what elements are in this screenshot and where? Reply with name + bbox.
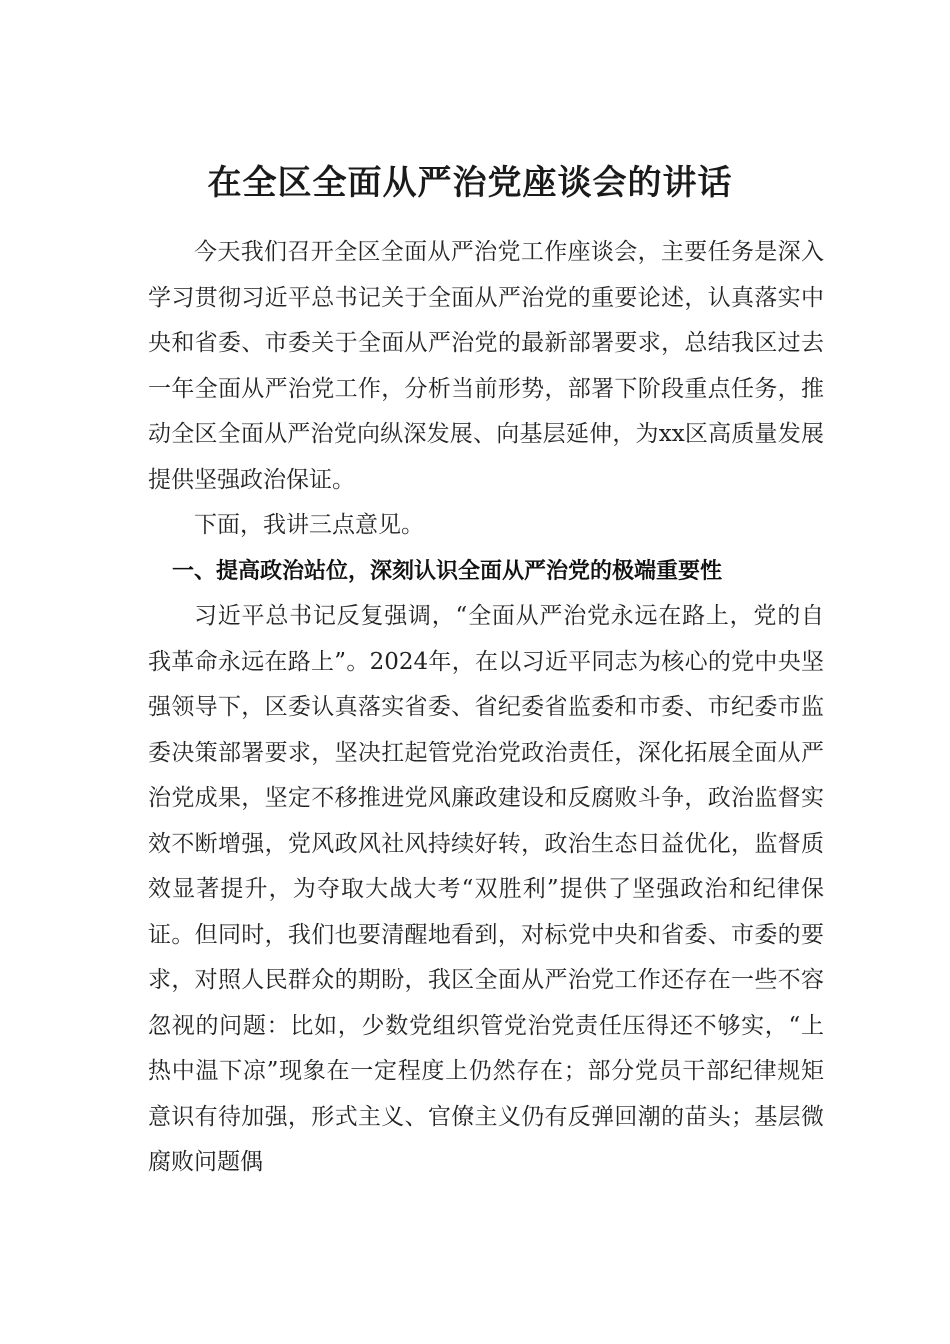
transition-paragraph: 下面，我讲三点意见。: [194, 512, 424, 538]
document-title: 在全区全面从严治党座谈会的讲话: [207, 162, 733, 203]
section-heading: 一、提高政治站位，深刻认识全面从严治党的极端重要性: [172, 558, 723, 584]
section-paragraph: 习近平总书记反复强调，“全面从严治党永远在路上，党的自我革命永远在路上”。2024年，在以习近平同志为核心的党中央坚强领导下，区委认真落实省委、省纪委省监委和市委、市纪委市监委决策部署要求，坚决扛起管党治党政治责任，深化拓展全面从严治党成果，坚定不移推进党风廉政建设和反腐败斗争，政治监督实效不断增强，党风政风社风持续好转，政治生态日益优化，监督质效显著提升，为夺取大战大考“双胜利”提供了坚强政治和纪律保证。但同时，我们也要清醒地看到，对标党中央和省委、市委的要求，对照人民群众的期盼，我区全面从严治党工作还存在一些不容忽视的问题：比如，少数党组织管党治党责任压得还不够实，“上热中温下凉”现象在一定程度上仍然存在；部分党员干部纪律规矩意识有待加强，形式主义、官僚主义仍有反弹回潮的苗头；基层微腐败问题偶: [148, 603, 824, 1175]
document-body: [148, 230, 824, 1186]
intro-paragraph: 今天我们召开全区全面从严治党工作座谈会，主要任务是深入学习贯彻习近平总书记关于全面从严治党的重要论述，认真落实中央和省委、市委关于全面从严治党的最新部署要求，总结我区过去一年全面从严治党工作，分析当前形势，部署下阶段重点任务，推动全区全面从严治党向纵深发展、向基层延伸，为xx区高质量发展提供坚强政治保证。: [148, 239, 824, 493]
